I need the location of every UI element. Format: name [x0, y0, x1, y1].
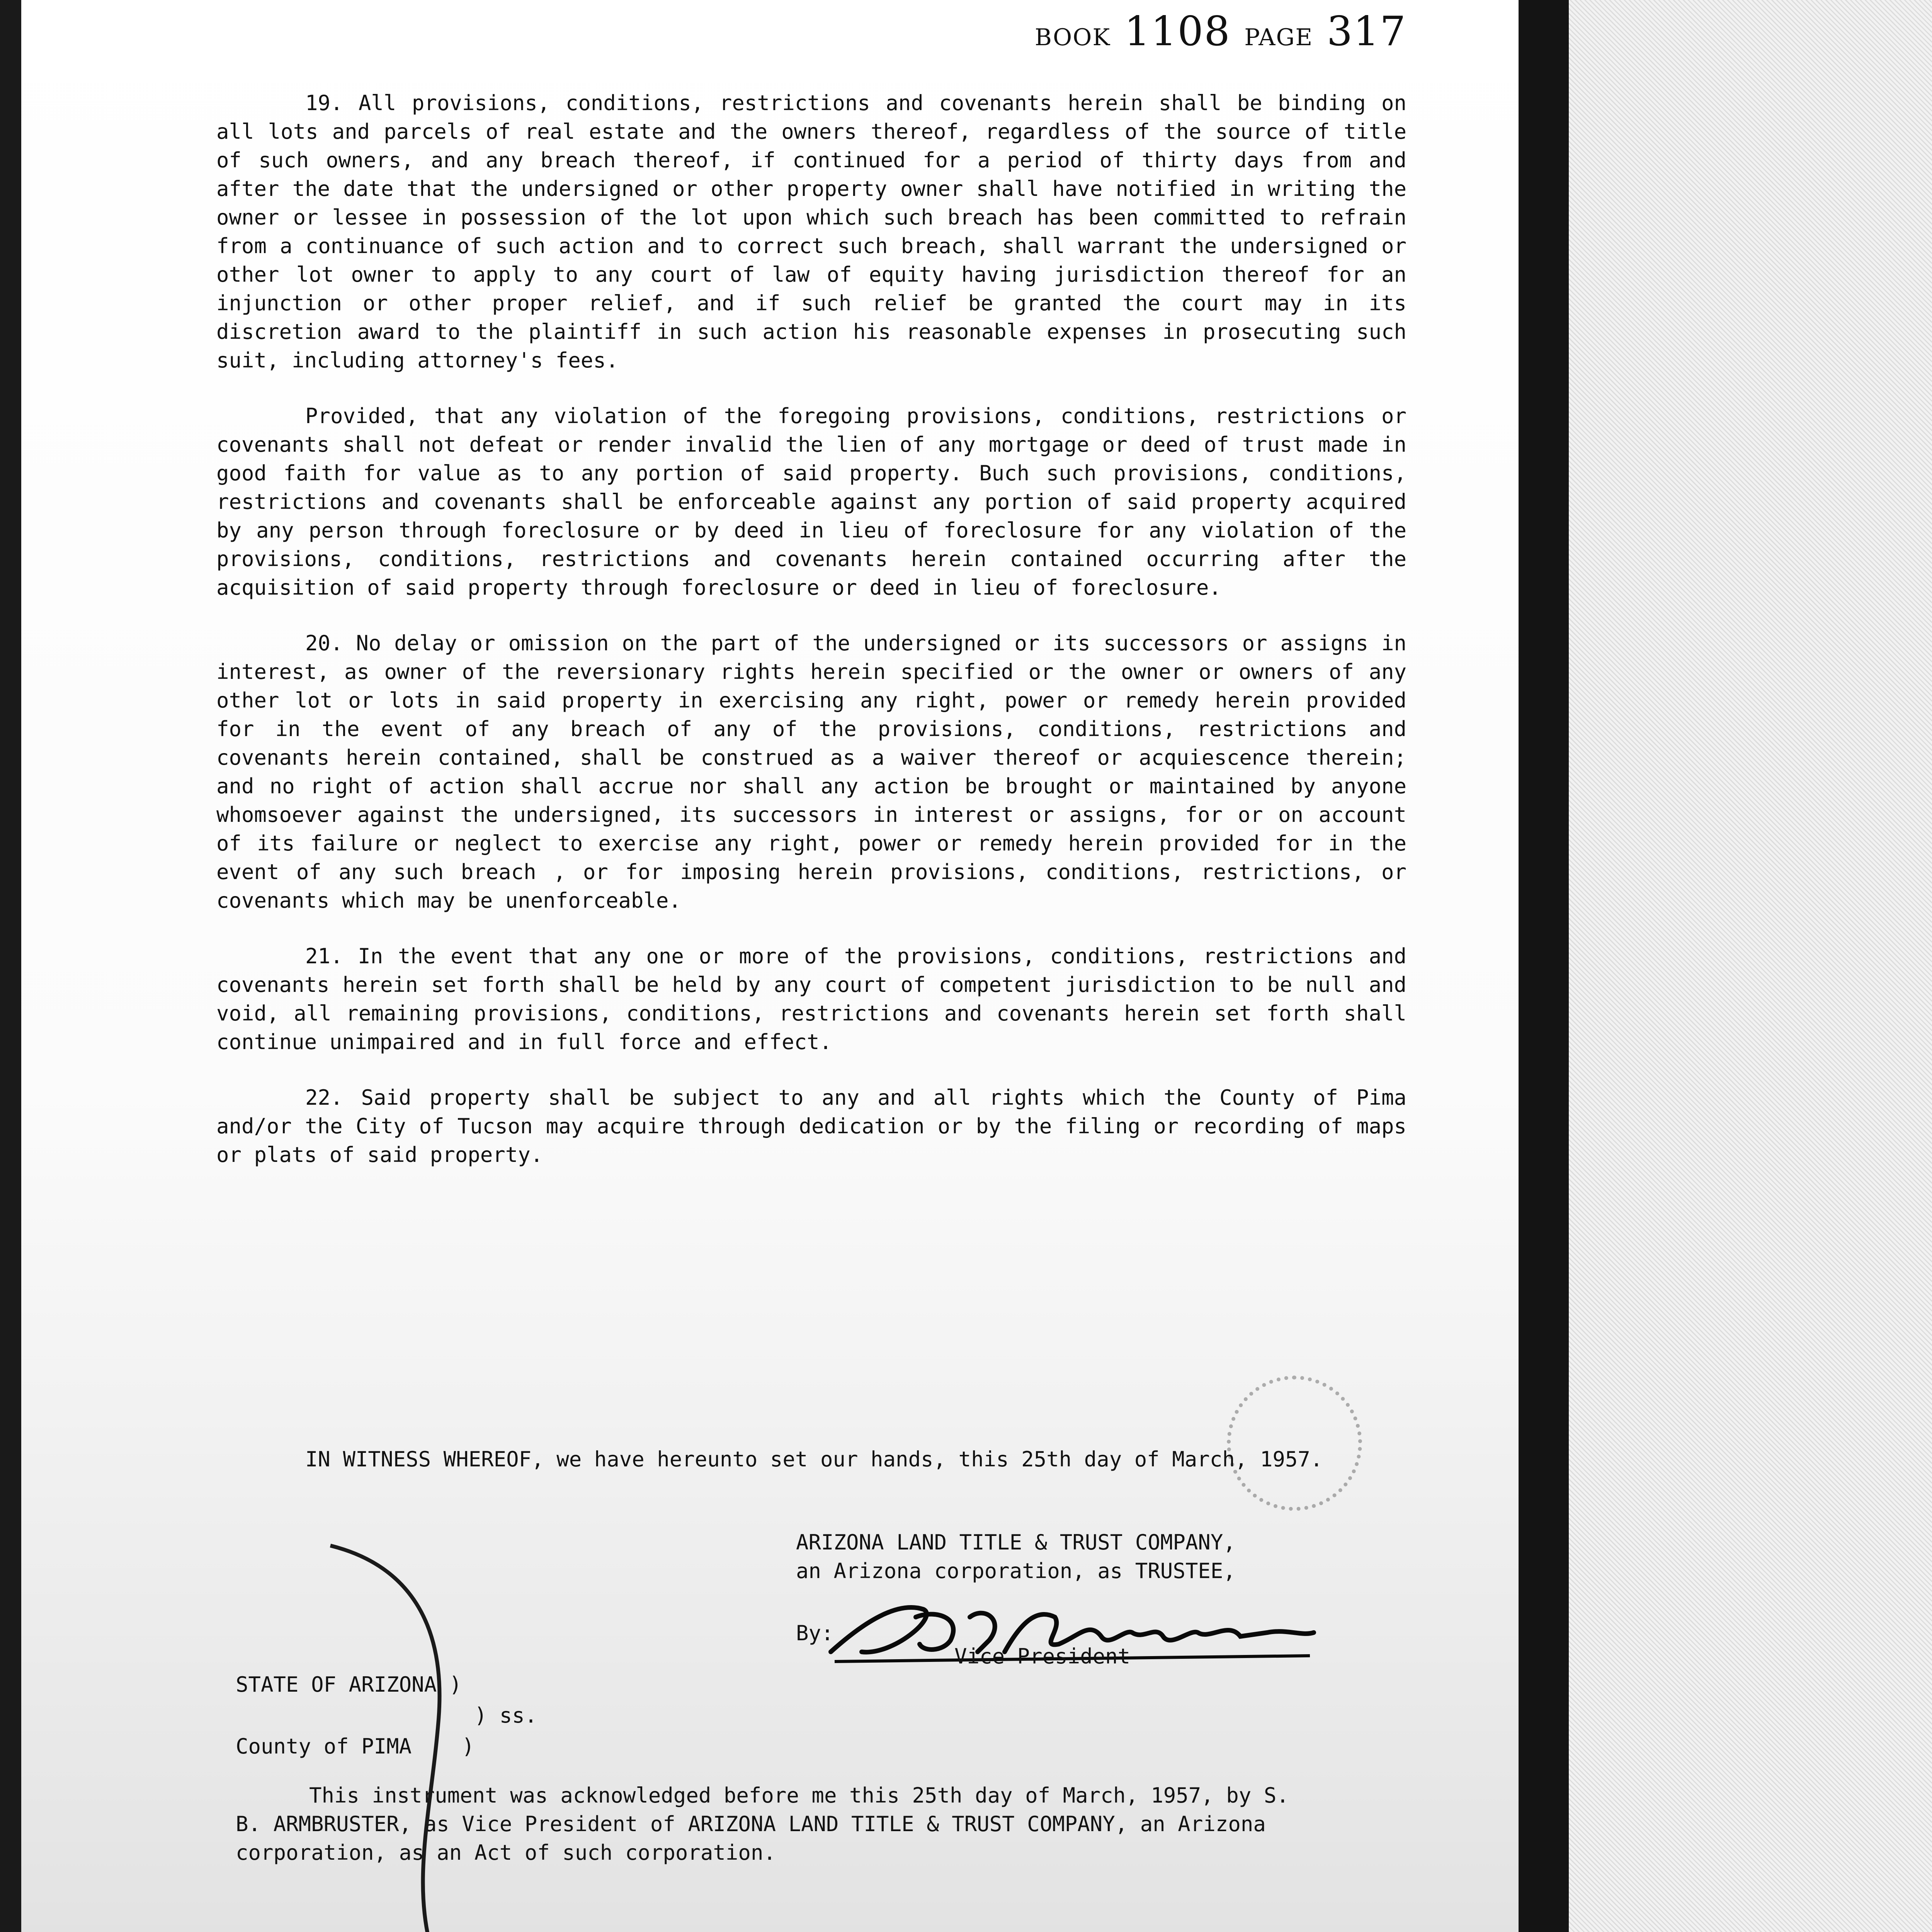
document-body — [216, 89, 1406, 1196]
venue-county: County of PIMA — [236, 1734, 412, 1759]
scan-right-edge — [1519, 0, 1569, 1932]
notary-seal-icon — [1227, 1376, 1362, 1511]
paragraph-proviso: Provided, that any violation of the foregoing provisions, conditions, restrictions or covenants shall not defeat or render invalid the lien of any mortgage or deed of trust made in good faith for value as to any portion of said property. Buch such provisions, conditions, restrictions and covenants shall be enforceable against any portion of said property acquired by any person through foreclosure or by deed in lieu of foreclosure for any violation of the provisions, conditions, restrictions and covenants herein contained occurring after the acquisition of said property through foreclosure or deed in lieu of foreclosure. — [216, 404, 1406, 600]
witness-clause: IN WITNESS WHEREOF, we have hereunto set our hands, this 25th day of March, 1957. — [305, 1447, 1323, 1471]
document-page — [21, 0, 1519, 1932]
acknowledgment-text: This instrument was acknowledged before me this 25th day of March, 1957, by S. B. ARMBRUSTER, as Vice President of ARIZONA LAND TITLE & TRUST COMPANY, an Arizona corporation, as an Act of such corporation. — [236, 1783, 1289, 1865]
by-label: By: — [796, 1621, 834, 1645]
paragraph-19: 19. All provisions, conditions, restrictions and covenants herein shall be binding on all lots and parcels of real estate and the owners thereof, regardless of the source of title of such owners, and any breach thereof, if continued for a period of thirty days from and after the date that the undersigned or other property owner shall have notified in writing the owner or lessee in possession of the lot upon which such breach has been committed to refrain from a continuance of such action and to correct such breach, shall warrant the undersigned or other lot owner to apply to any court of law of equity having jurisdiction thereof for an injunction or other proper relief, and if such relief be granted the court may in its discretion award to the plaintiff in such action his reasonable expenses in prosecuting such suit, including attorney's fees. — [216, 91, 1406, 372]
trustee-block — [796, 1528, 1414, 1585]
page-number-stamp: 317 — [1327, 8, 1406, 55]
venue-block: STATE OF ARIZONA ) ) ss. County of PIMA ) — [236, 1672, 537, 1759]
venue-ss: ss. — [499, 1703, 537, 1728]
book-number: 1108 — [1124, 8, 1231, 55]
trustee-name: ARIZONA LAND TITLE & TRUST COMPANY, — [796, 1530, 1236, 1554]
paragraph-20: 20. No delay or omission on the part of the undersigned or its successors or assigns in interest, as owner of the reversionary rights herein specified or the owner or owners of any other lot or lots in said property in exercising any right, power or remedy herein provided for in the event of any breach of any of the provisions, conditions, restrictions and covenants herein contained, shall be construed as a waiver thereof or acquiescence therein; and no right of action shall accrue nor shall any action be brought or maintained by anyone whomsoever against the undersigned, its successors in interest or assigns, for or on account of its failure or neglect to exercise any right, power or remedy herein provided for in the event of any such breach , or for imposing herein provisions, conditions, restrictions, or covenants which may be unenforceable. — [216, 631, 1406, 913]
venue-state: STATE OF ARIZONA — [236, 1672, 437, 1697]
paragraph-22: 22. Said property shall be subject to any and all rights which the County of Pima and/or the City of Tucson may acquire through dedication or by the filing or recording of maps or plats of said property. — [216, 1085, 1406, 1167]
scan-left-edge — [0, 0, 21, 1932]
paragraph-21: 21. In the event that any one or more of the provisions, conditions, restrictions and covenants herein set forth shall be held by any court of competent jurisdiction to be null and void, all remaining provisions, conditions, restrictions and covenants herein set forth shall continue unimpaired and in full force and effect. — [216, 944, 1406, 1054]
book-label: BOOK — [1034, 24, 1111, 51]
page-label: PAGE — [1244, 24, 1313, 51]
scan-background — [1569, 0, 1932, 1932]
trustee-description: an Arizona corporation, as TRUSTEE, — [796, 1559, 1236, 1583]
signer-title: Vice President — [954, 1644, 1131, 1668]
book-page-stamp — [1035, 8, 1406, 55]
